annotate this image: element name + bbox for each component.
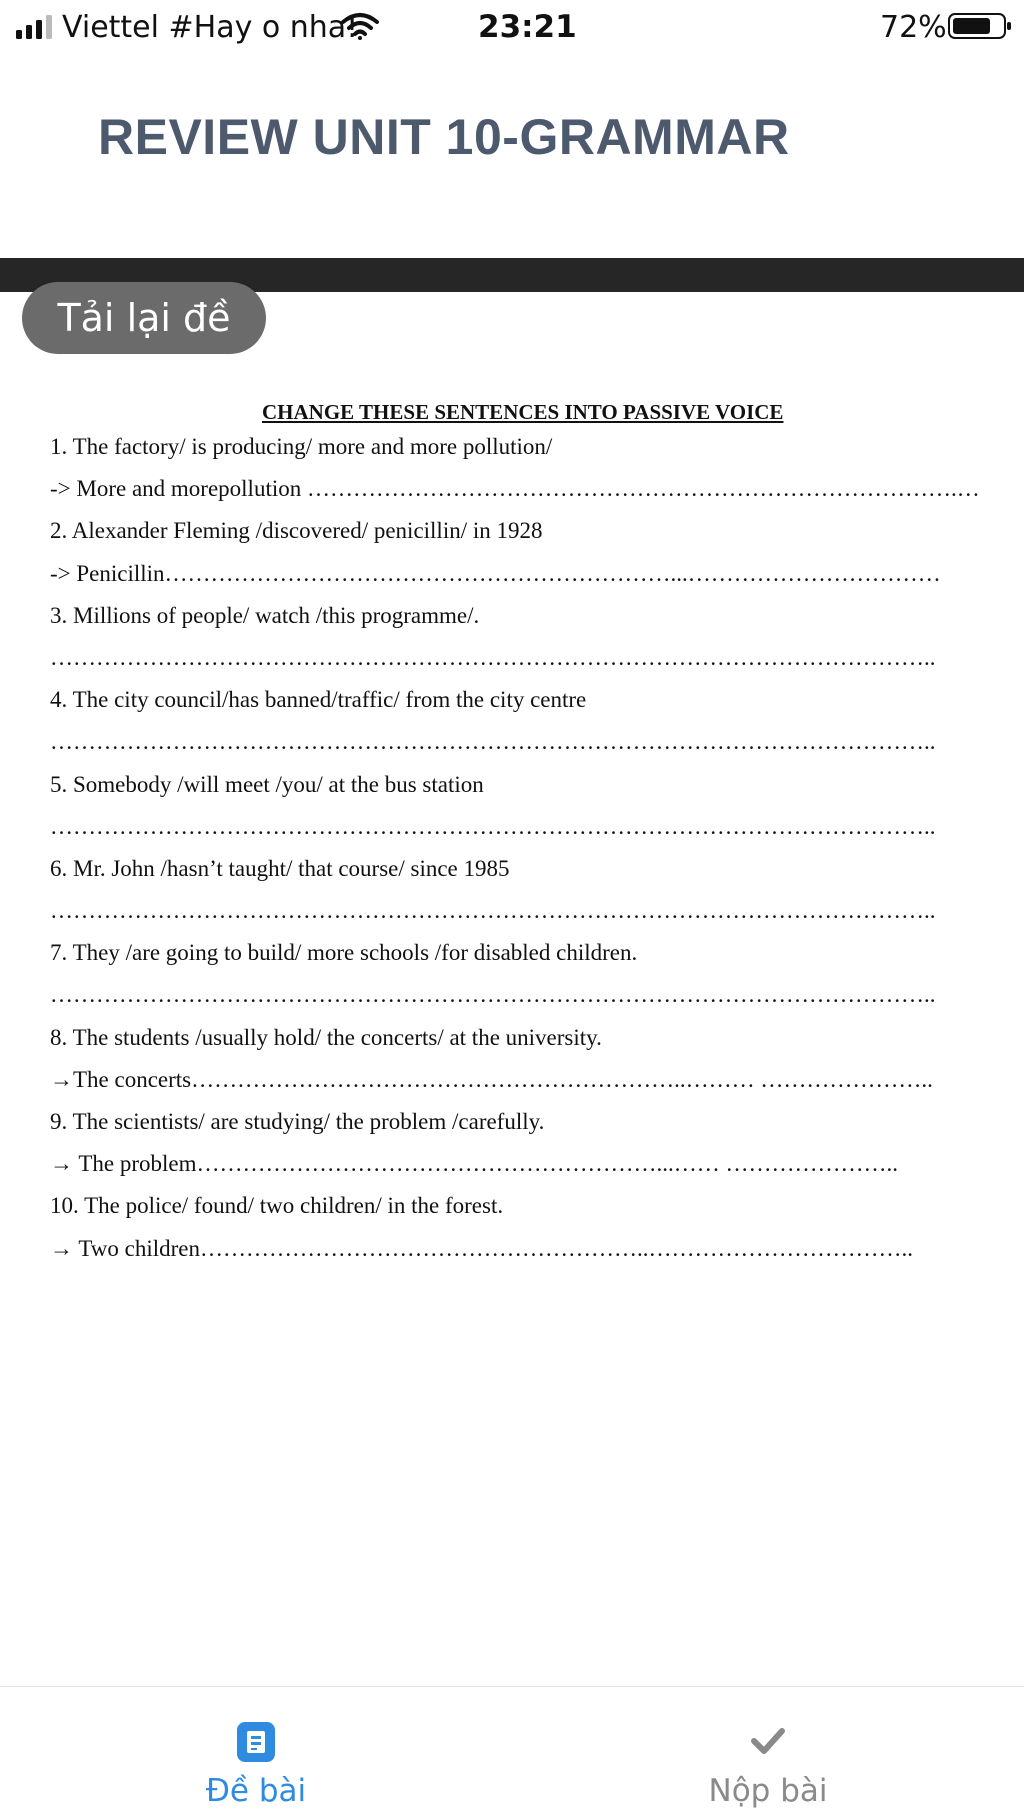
- worksheet-line: 3. Millions of people/ watch /this programme/.: [50, 602, 480, 628]
- battery-percentage: 72%: [880, 10, 947, 45]
- worksheet-line: ……………………………………………………………………………………………………..: [50, 982, 936, 1008]
- tab-nop-bai-label: Nộp bài: [708, 1773, 828, 1809]
- bottom-tab-bar: [0, 1686, 1024, 1820]
- signal-strength-icon: [16, 15, 56, 39]
- worksheet-line: →The concerts………………………………………………………..……… …………………..: [50, 1066, 933, 1092]
- worksheet-line: → The problem……………………………………………………...…… …………………..: [50, 1151, 898, 1177]
- reload-test-button[interactable]: Tải lại đề: [22, 282, 266, 354]
- worksheet-line: 2. Alexander Fleming /discovered/ penicillin/ in 1928: [50, 518, 543, 544]
- tab-de-bai[interactable]: [106, 1687, 406, 1820]
- battery-icon: [948, 12, 1012, 40]
- worksheet-line: 6. Mr. John /hasn’t taught/ that course/ since 1985: [50, 855, 510, 881]
- checkmark-icon: [748, 1721, 788, 1763]
- page-title: REVIEW UNIT 10-GRAMMAR: [98, 109, 790, 165]
- worksheet-line: ……………………………………………………………………………………………………..: [50, 813, 936, 839]
- worksheet-line: → Two children…………………………………………………..……………………………..: [50, 1235, 913, 1261]
- worksheet-line: 1. The factory/ is producing/ more and more pollution/: [50, 434, 553, 459]
- worksheet-heading: CHANGE THESE SENTENCES INTO PASSIVE VOICE: [262, 400, 784, 424]
- clock: 23:21: [478, 9, 577, 45]
- wifi-icon: [341, 12, 379, 40]
- document-icon: [236, 1721, 276, 1763]
- worksheet-line: 4. The city council/has banned/traffic/ from the city centre: [50, 687, 587, 713]
- worksheet-line: ……………………………………………………………………………………………………..: [50, 644, 936, 670]
- worksheet-lines: [50, 426, 1000, 1270]
- worksheet-line: 8. The students /usually hold/ the concerts/ at the university.: [50, 1024, 602, 1050]
- carrier-name: Viettel #Hay o nha!: [62, 10, 359, 45]
- tab-nop-bai[interactable]: [618, 1687, 918, 1820]
- worksheet-line: ……………………………………………………………………………………………………..: [50, 729, 936, 755]
- worksheet-line: 7. They /are going to build/ more schools /for disabled children.: [50, 940, 638, 966]
- worksheet-line: 5. Somebody /will meet /you/ at the bus station: [50, 771, 484, 797]
- status-bar: [0, 0, 1024, 52]
- tab-de-bai-label: Đề bài: [205, 1773, 307, 1809]
- worksheet-line: -> More and morepollution ………………………………………………………………………….…: [50, 476, 980, 502]
- worksheet-line: 9. The scientists/ are studying/ the problem /carefully.: [50, 1109, 545, 1134]
- worksheet-line: 10. The police/ found/ two children/ in the forest.: [50, 1193, 504, 1219]
- worksheet-line: ……………………………………………………………………………………………………..: [50, 898, 936, 924]
- worksheet-line: -> Penicillin…………………………………………………………...……………………………: [50, 560, 941, 586]
